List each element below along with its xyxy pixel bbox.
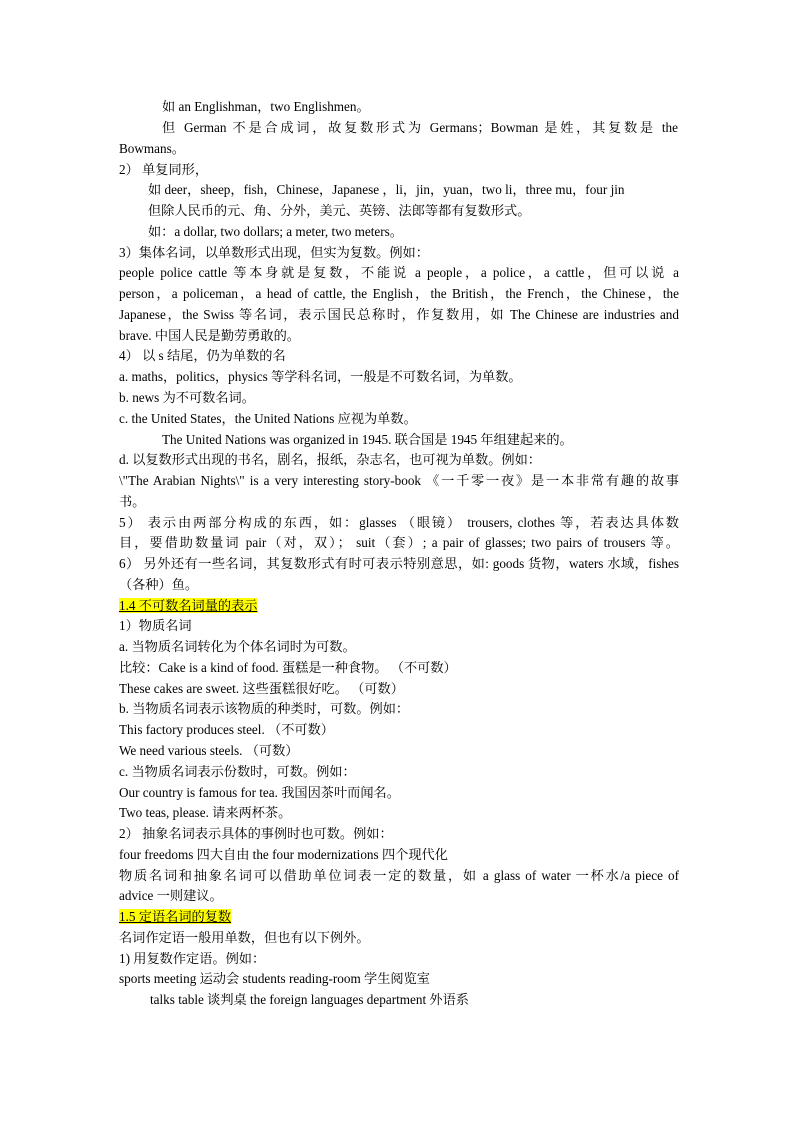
text-line: a. maths，politics，physics 等学科名词，一般是不可数名词，为单数。 (119, 369, 522, 384)
text-line: Japanese，the Swiss 等名词，表示国民总称时，作复数用，如 The Chinese are industries and (119, 307, 679, 322)
text-line: advice 一则建议。 (119, 888, 223, 903)
text-line: 如：a dollar, two dollars; a meter, two meters。 (148, 224, 403, 239)
text-line: 6） 另外还有一些名词，其复数形式有时可表示特别意思，如: goods 货物，waters 水域，fishes (119, 556, 679, 571)
text-line: Bowmans。 (119, 141, 185, 156)
section-heading-1-4 (119, 596, 679, 616)
text-line: 但除人民币的元、角、分外，美元、英镑、法郎等都有复数形式。 (148, 203, 531, 218)
text-line: This factory produces steel. （不可数） (119, 722, 334, 737)
text-line: 3）集体名词，以单数形式出现，但实为复数。例如： (119, 245, 429, 260)
text-line: 2） 抽象名词表示具体的事例时也可数。例如： (119, 826, 393, 841)
text-line: 书。 (119, 494, 146, 509)
text-line: b. 当物质名词表示该物质的种类时，可数。例如： (119, 701, 410, 716)
text-line: b. news 为不可数名词。 (119, 390, 255, 405)
text-line: 物质名词和抽象名词可以借助单位词表一定的数量，如 a glass of water 一杯水/a piece of (119, 868, 679, 883)
text-line: 1) 用复数作定语。例如： (119, 951, 266, 966)
text-line: （各种）鱼。 (119, 577, 199, 592)
text-line: talks table 谈判桌 the foreign languages department 外语系 (150, 992, 469, 1007)
text-line: 但 German 不是合成词，故复数形式为 Germans；Bowman 是姓，其复数是 the (162, 120, 678, 135)
text-line: c. the United States，the United Nations 应视为单数。 (119, 411, 417, 426)
text-line: Two teas, please. 请来两杯茶。 (119, 805, 292, 820)
text-line: sports meeting 运动会 students reading-room 学生阅览室 (119, 971, 430, 986)
text-line: Our country is famous for tea. 我国因茶叶而闻名。 (119, 785, 400, 800)
text-line: person，a policeman，a head of cattle, the English，the British，the French，the Chinese，the (119, 286, 679, 301)
text-line: 如 an Englishman，two Englishmen。 (162, 99, 370, 114)
section-heading-1-5 (119, 907, 679, 927)
text-line: four freedoms 四大自由 the four modernizations 四个现代化 (119, 847, 448, 862)
text-line: 4） 以 s 结尾，仍为单数的名 (119, 348, 286, 363)
text-line: people police cattle 等本身就是复数，不能说 a people，a police，a cattle，但可以说 a (119, 265, 679, 280)
text-line: 5） 表示由两部分构成的东西，如：glasses （眼镜） trousers, clothes 等，若表达具体数 (119, 515, 679, 530)
text-line: 如 deer，sheep，fish，Chinese，Japanese ，li，jin，yuan，two li，three mu，four jin (148, 182, 625, 197)
text-line: 名词作定语一般用单数，但也有以下例外。 (119, 930, 370, 945)
text-line: The United Nations was organized in 1945. 联合国是 1945 年组建起来的。 (162, 432, 573, 447)
text-line: 1）物质名词 (119, 618, 192, 633)
text-line: These cakes are sweet. 这些蛋糕很好吃。 （可数） (119, 681, 404, 696)
text-line: 2） 单复同形， (119, 162, 209, 177)
text-line: \"The Arabian Nights\" is a very interesting story-book 《一千零一夜》是一本非常有趣的故事 (119, 473, 679, 488)
heading-text: 1.4 不可数名词量的表示 (119, 598, 258, 613)
text-line: d. 以复数形式出现的书名，剧名，报纸，杂志名，也可视为单数。例如： (119, 452, 541, 467)
text-line: We need various steels. （可数） (119, 743, 299, 758)
text-line: a. 当物质名词转化为个体名词时为可数。 (119, 639, 356, 654)
text-line: 比较：Cake is a kind of food. 蛋糕是一种食物。 （不可数） (119, 660, 457, 675)
text-line: brave. 中国人民是勤劳勇敢的。 (119, 328, 300, 343)
text-line: c. 当物质名词表示份数时，可数。例如： (119, 764, 356, 779)
text-line: 目，要借助数量词 pair（对，双）； suit（套）; a pair of glasses; two pairs of trousers 等。 (119, 535, 679, 550)
heading-text: 1.5 定语名词的复数 (119, 909, 232, 924)
